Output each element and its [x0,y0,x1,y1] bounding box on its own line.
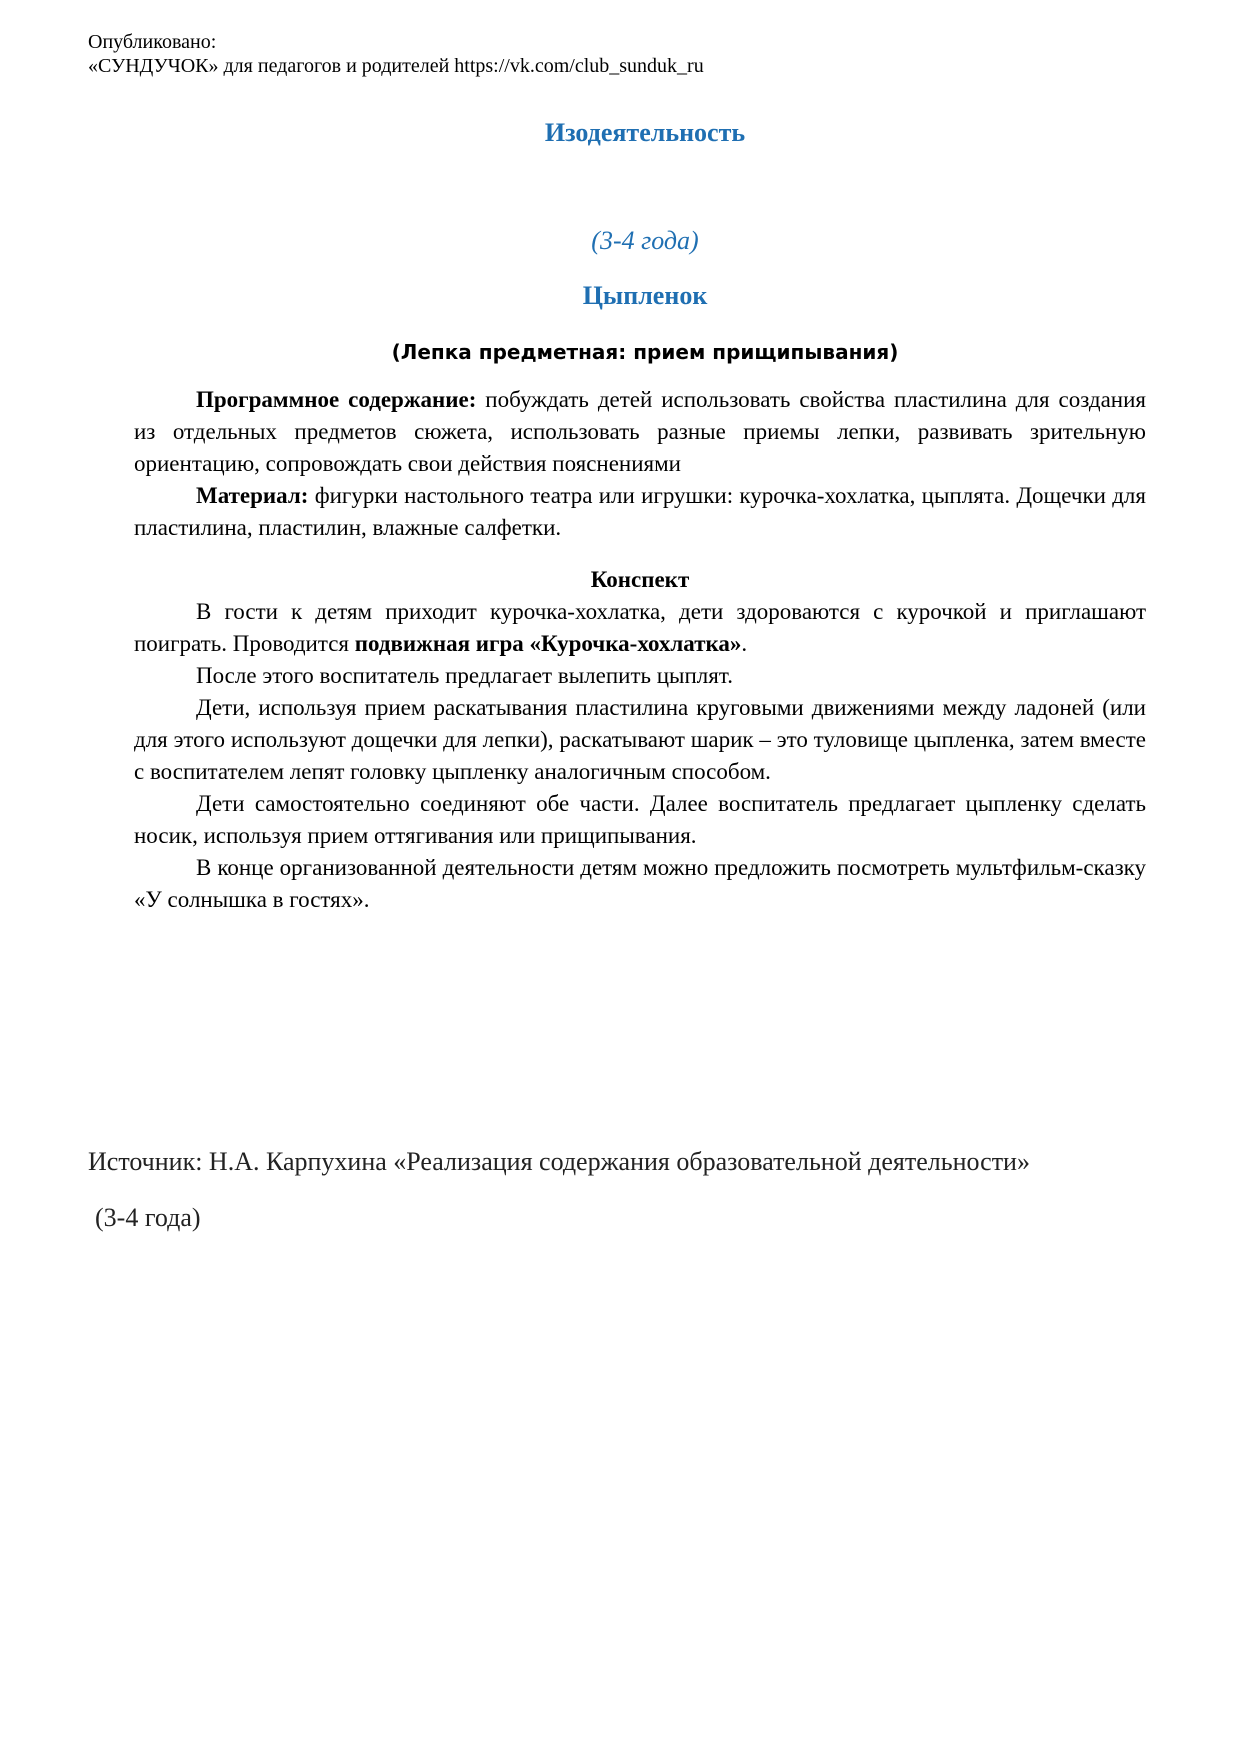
summary-paragraph-5: В конце организованной деятельности детям можно предложить посмотреть мультфильм-сказку «У солнышка в гостях». [134,855,1146,912]
program-paragraph [134,384,1146,480]
source-citation [88,1134,1218,1246]
summary-p1-text: В гости к детям приходит курочка-хохлатка, дети здороваются с курочкой и приглашают поиграть. Проводится [134,599,1146,656]
subject-title: Изодеятельность [544,118,746,147]
summary-paragraph-3: Дети, используя прием раскатывания пластилина круговыми движениями между ладоней (или для этого используют дощечки для лепки), раскатывают шарик – это туловище цыпленка, затем вместе с воспитателем лепят головку цыпленку аналогичным способом. [134,695,1146,784]
source-line: Источник: Н.А. Карпухина «Реализация содержания образовательной деятельности» [88,1147,1030,1176]
material-label: Материал: [196,483,309,508]
summary-paragraph-4: Дети самостоятельно соединяют обе части. Далее воспитатель предлагает цыпленку сделать носик, используя прием оттягивания или прищипывания. [134,791,1146,848]
age-range: (3-4 года) [591,226,699,255]
lesson-subtitle: (Лепка предметная: прием прищипывания) [391,340,899,364]
lesson-title: Цыпленок [582,281,708,310]
game-name: подвижная игра «Курочка-хохлатка» [354,631,742,656]
material-text: фигурки настольного театра или игрушки: курочка-хохлатка, цыплята. Дощечки для пластилина, пластилин, влажные салфетки. [134,483,1146,540]
lesson-content [134,384,1146,916]
publisher-line: «СУНДУЧОК» для педагогов и родителей https://vk.com/club_sunduk_ru [88,55,704,77]
material-paragraph [134,480,1146,544]
program-label: Программное содержание: [196,387,477,412]
summary-p1-end: . [741,631,748,656]
summary-paragraph-1 [134,596,1146,660]
program-text: побуждать детей использовать свойства пластилина для создания из отдельных предметов сюжета, использовать разные приемы лепки, развивать зрительную ориентацию, сопровождать свои действия пояснениями [134,387,1146,476]
publication-header [88,30,704,78]
summary-title: Конспект [590,567,690,592]
source-age: (3-4 года) [95,1203,201,1232]
published-label: Опубликовано: [88,31,217,53]
summary-paragraph-2: После этого воспитатель предлагает вылепить цыплят. [196,663,733,688]
